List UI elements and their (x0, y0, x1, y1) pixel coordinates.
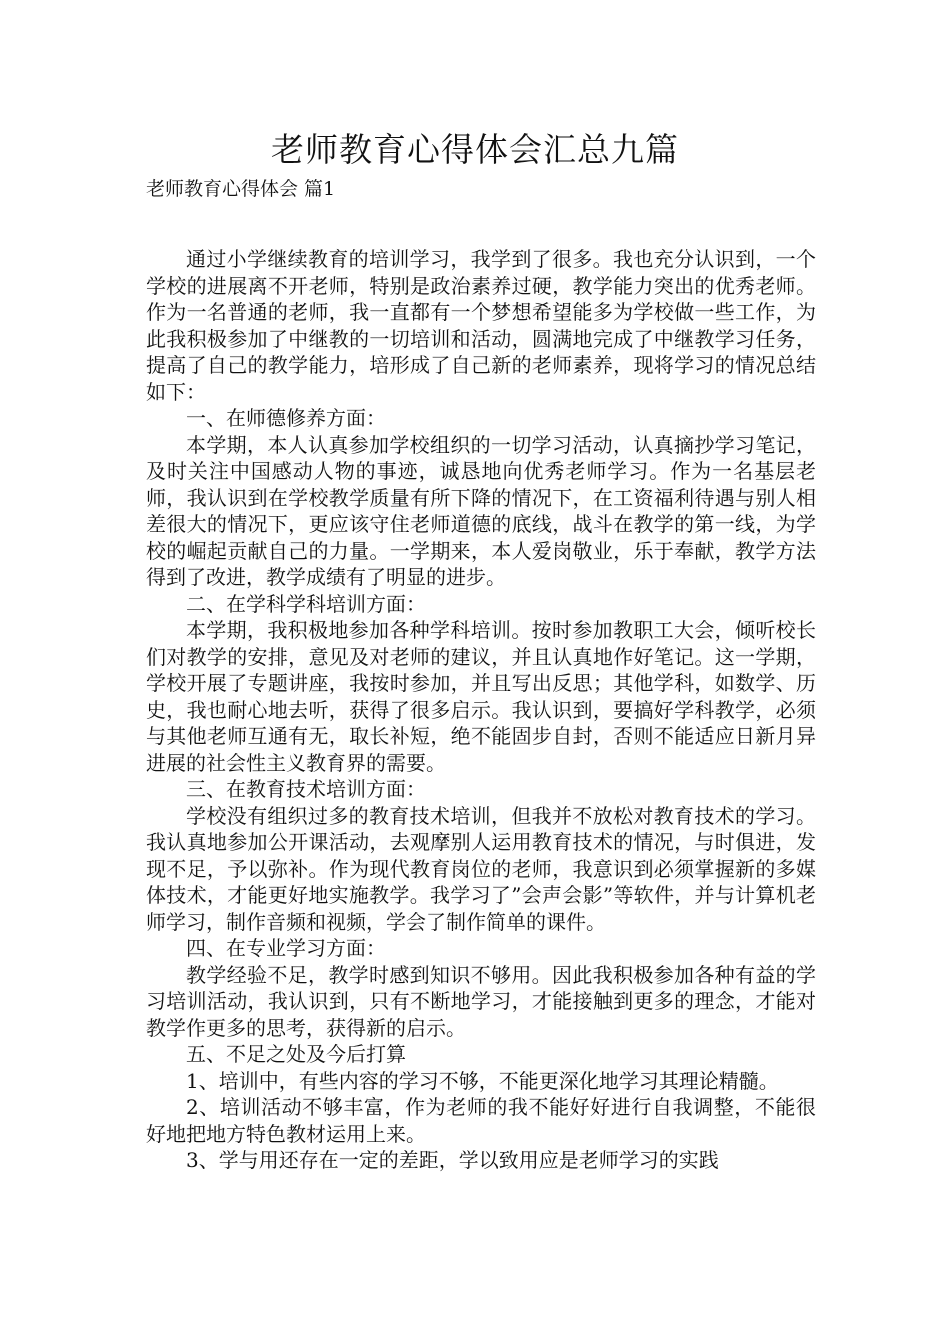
section-heading: 五、不足之处及今后打算 (186, 1042, 406, 1066)
paragraph: 教学经验不足，教学时感到知识不够用。因此我积极参加各种有益的学习培训活动，我认识到，只有不断地学习，才能接触到更多的理念，才能对教学作更多的思考，获得新的启示。 (146, 962, 816, 1040)
paragraph: 本学期，我积极地参加各种学科培训。按时参加教职工大会，倾听校长们对教学的安排，意见及对老师的建议，并且认真地作好笔记。这一学期，学校开展了专题讲座，我按时参加，并且写出反思；其他学科，如数学、历史，我也耐心地去听，获得了很多启示。我认识到，要搞好学科教学，必须与其他老师互通有无，取长补短，绝不能固步自封，否则不能适应日新月异进展的社会性主义教育界的需要。 (146, 618, 816, 775)
list-item: 2、培训活动不够丰富，作为老师的我不能好好进行自我调整，不能很好地把地方特色教材运用上来。 (146, 1095, 816, 1146)
section-heading: 一、在师德修养方面： (186, 406, 386, 430)
paragraph: 本学期，本人认真参加学校组织的一切学习活动，认真摘抄学习笔记，及时关注中国感动人物的事迹，诚恳地向优秀老师学习。作为一名基层老师，我认识到在学校教学质量有所下降的情况下，在工资福利待遇与别人相差很大的情况下，更应该守住老师道德的底线，战斗在教学的第一线，为学校的崛起贡献自己的力量。一学期来，本人爱岗敬业，乐于奉献，教学方法得到了改进，教学成绩有了明显的进步。 (146, 432, 816, 589)
section-heading: 四、在专业学习方面： (186, 936, 386, 960)
paragraph: 学校没有组织过多的教育技术培训，但我并不放松对教育技术的学习。我认真地参加公开课活动，去观摩别人运用教育技术的情况，与时俱进，发现不足，予以弥补。作为现代教育岗位的老师，我意识到必须掌握新的多媒体技术，才能更好地实施教学。我学习了”会声会影”等软件，并与计算机老师学习，制作音频和视频，学会了制作简单的课件。 (146, 803, 816, 934)
section-heading: 三、在教育技术培训方面： (186, 777, 426, 801)
document-title: 老师教育心得体会汇总九篇 (271, 130, 679, 169)
section-heading: 二、在学科学科培训方面： (186, 591, 426, 616)
document-subtitle: 老师教育心得体会 篇1 (146, 178, 336, 200)
list-item: 1、培训中，有些内容的学习不够，不能更深化地学习其理论精髓。 (186, 1068, 779, 1093)
list-item: 3、学与用还存在一定的差距，学以致用应是老师学习的实践 (186, 1148, 719, 1172)
document-body (146, 246, 816, 1174)
paragraph: 通过小学继续教育的培训学习，我学到了很多。我也充分认识到，一个学校的进展离不开老师，特别是政治素养过硬，教学能力突出的优秀老师。作为一名普通的老师，我一直都有一个梦想希望能多为学校做一些工作，为此我积极参加了中继教的一切培训和活动，圆满地完成了中继教学习任务，提高了自己的教学能力，培形成了自己新的老师素养，现将学习的情况总结如下： (146, 247, 816, 404)
